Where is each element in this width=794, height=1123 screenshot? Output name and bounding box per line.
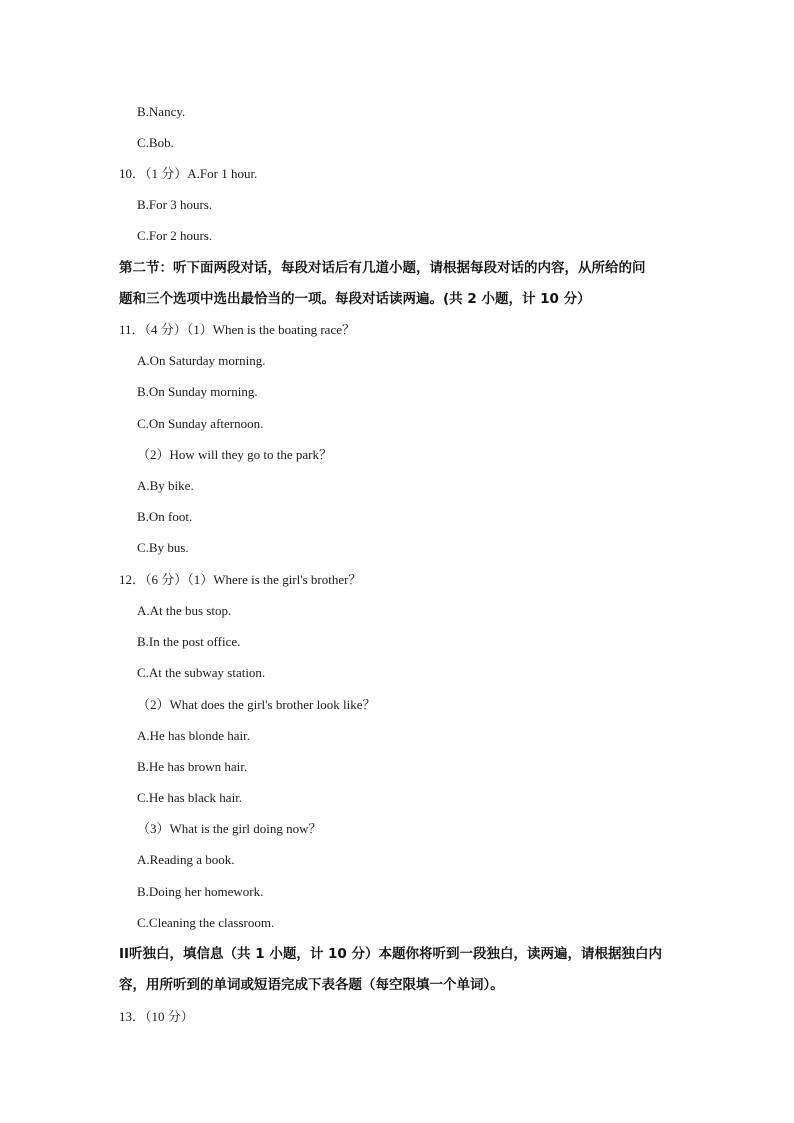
section3-line2: 容，用所听到的单词或短语完成下表各题（每空限填一个单词）。 [119,977,504,993]
q11-p1-option-b: B.On Sunday morning. [137,384,258,399]
q11-p2-option-b: B.On foot. [137,509,193,524]
q12-p3-option-b: B.Doing her homework. [137,884,264,899]
section2-line2: 题和三个选项中选出最恰当的一项。每段对话读两遍。(共 2 小题，计 10 分） [119,291,591,307]
q12-p2-stem: （2）What does the girl's brother look like？ [137,697,376,712]
q11-p1-option-a: A.On Saturday morning. [137,353,266,368]
q11-p2-stem: （2）How will they go to the park？ [137,447,332,462]
q9-option-b: B.Nancy. [137,104,186,119]
section2-instructions [119,253,679,315]
q12-p3-stem: （3）What is the girl doing now？ [137,821,322,836]
q12-p3-option-c: C.Cleaning the classroom. [137,915,275,930]
section3-instructions [119,939,679,1001]
section2-line1: 第二节：听下面两段对话，每段对话后有几道小题，请根据每段对话的内容，从所给的问 [119,260,646,276]
q10-option-c: C.For 2 hours. [137,228,213,243]
q9-option-c: C.Bob. [137,135,174,150]
q11-p1-option-c: C.On Sunday afternoon. [137,416,264,431]
q13-stem: 13．（10 分） [119,1009,194,1024]
q12-stem: 12．（6 分）（1）Where is the girl's brother？ [119,572,362,587]
q12-p2-option-b: B.He has brown hair. [137,759,248,774]
q12-p1-option-b: B.In the post office. [137,634,241,649]
section3-line1: II听独白，填信息（共 1 小题，计 10 分）本题你将听到一段独白，读两遍，请根据独白内 [119,946,663,962]
q12-p1-option-c: C.At the subway station. [137,665,266,680]
q12-p3-option-a: A.Reading a book. [137,852,235,867]
q10-option-b: B.For 3 hours. [137,197,213,212]
q11-p2-option-a: A.By bike. [137,478,194,493]
q12-p2-option-a: A.He has blonde hair. [137,728,251,743]
q12-p2-option-c: C.He has black hair. [137,790,243,805]
q12-p1-option-a: A.At the bus stop. [137,603,232,618]
q11-stem: 11．（4 分）（1）When is the boating race？ [119,322,355,337]
q11-p2-option-c: C.By bus. [137,540,189,555]
q10-stem: 10．（1 分）A.For 1 hour. [119,166,258,181]
